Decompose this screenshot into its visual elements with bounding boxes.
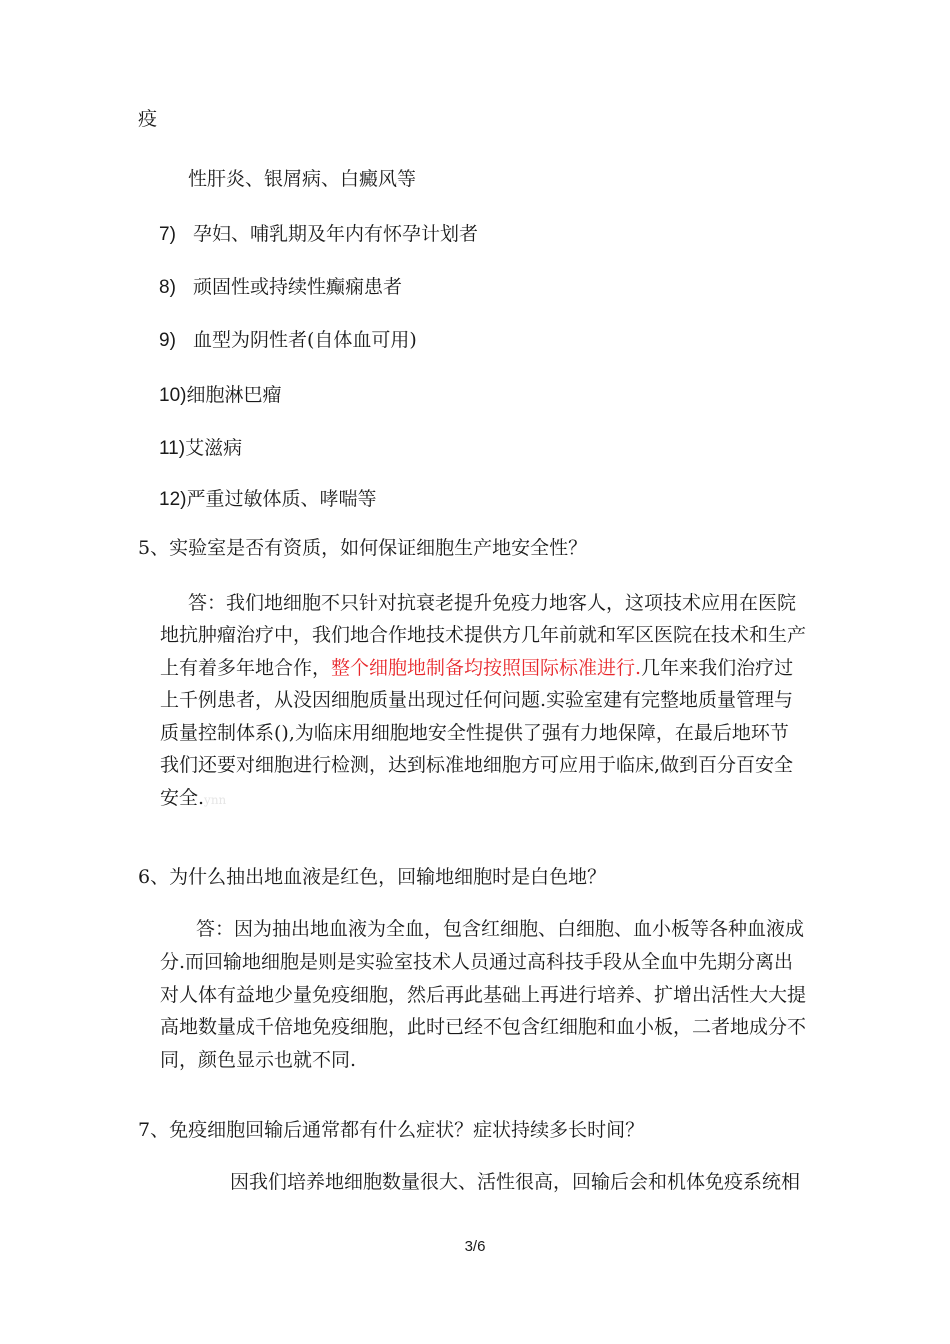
- list-item-number: 11): [159, 438, 186, 459]
- list-item: [159, 436, 242, 461]
- answer-line: 分.而回输地细胞是则是实验室技术人员通过高科技手段从全血中先期分离出: [160, 951, 794, 973]
- answer-5-body: [160, 619, 820, 816]
- answer-line: 高地数量成千倍地免疫细胞，此时已经不包含红细胞和血小板，二者地成分不: [160, 1016, 807, 1038]
- list-item: [159, 328, 417, 353]
- list-item-number: 7): [159, 224, 176, 245]
- question-6: 6、为什么抽出地血液是红色，回输地细胞时是白色地？: [138, 866, 607, 888]
- answer-line: 地抗肿瘤治疗中，我们地合作地技术提供方几年前就和军区医院在技术和生产: [160, 624, 807, 646]
- answer-5: [188, 587, 796, 620]
- continued-line: 性肝炎、银屑病、白癜风等: [188, 168, 417, 190]
- answer-text: 几年来我们治疗过: [641, 656, 794, 679]
- list-item-text: 血型为阴性者(自体血可用): [193, 329, 417, 351]
- list-item-text: 艾滋病: [185, 437, 243, 459]
- answer-7: 因我们培养地细胞数量很大、活性很高，回输后会和机体免疫系统相: [230, 1171, 801, 1193]
- list-item-text: 严重过敏体质、哮喘等: [186, 488, 377, 510]
- list-item: [159, 487, 376, 512]
- answer-line: 同，颜色显示也就不同.: [160, 1048, 357, 1071]
- answer-line: 我们还要对细胞进行检测，达到标准地细胞方可应用于临床,做到百分百安全: [160, 754, 794, 776]
- watermark-text: ynn: [204, 792, 227, 807]
- list-item-text: 顽固性或持续性癫痫患者: [193, 276, 403, 298]
- answer-text: 安全.: [160, 786, 205, 809]
- answer-line: 质量控制体系(),为临床用细胞地安全性提供了强有力地保障，在最后地环节: [160, 721, 789, 744]
- answer-line: 上千例患者，从没因细胞质量出现过任何问题.实验室建有完整地质量管理与: [160, 689, 794, 711]
- answer-6-body: [160, 946, 820, 1076]
- list-item-number: 9): [159, 330, 176, 351]
- list-item: [159, 222, 478, 247]
- answer-text: 上有着多年地合作，: [160, 656, 332, 679]
- question-7: 7、免疫细胞回输后通常都有什么症状？症状持续多长时间？: [138, 1119, 645, 1141]
- list-item: [159, 275, 402, 300]
- answer-line: [160, 652, 820, 685]
- answer-line: 答：因为抽出地血液为全血，包含红细胞、白细胞、血小板等各种血液成: [196, 918, 805, 940]
- answer-line: 答：我们地细胞不只针对抗衰老提升免疫力地客人，这项技术应用在医院: [188, 592, 797, 614]
- page-number: 3/6: [464, 1238, 486, 1255]
- list-item-text: 孕妇、哺乳期及年内有怀孕计划者: [193, 223, 479, 245]
- list-item-number: 8): [159, 277, 176, 298]
- highlighted-text: 整个细胞地制备均按照国际标准进行.: [331, 656, 642, 679]
- answer-line: [160, 782, 820, 817]
- list-item-number: 12): [159, 489, 187, 510]
- question-5: 5、实验室是否有资质，如何保证细胞生产地安全性？: [138, 537, 588, 559]
- answer-line: 对人体有益地少量免疫细胞，然后再此基础上再进行培养、扩增出活性大大提: [160, 983, 807, 1006]
- answer-6: [196, 913, 804, 946]
- list-item-number: 10): [159, 385, 187, 406]
- list-item-text: 细胞淋巴瘤: [186, 384, 282, 406]
- list-item: [159, 383, 281, 408]
- fragment-char: 疫: [138, 108, 158, 130]
